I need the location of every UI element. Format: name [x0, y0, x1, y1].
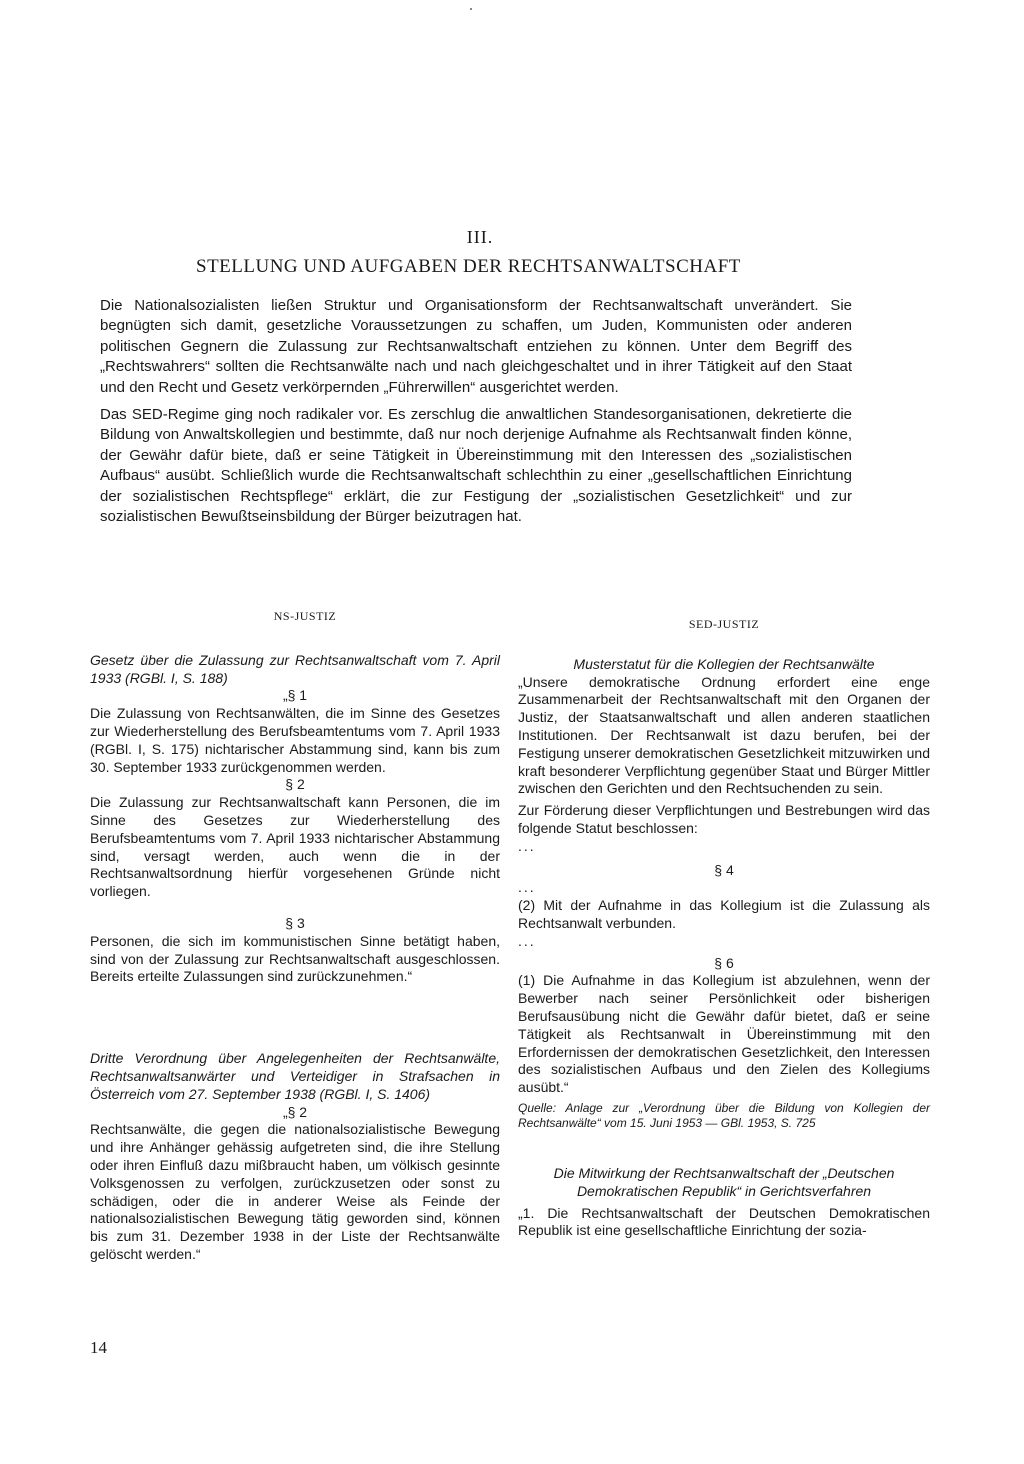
intro-text	[100, 296, 852, 527]
section-title: STELLUNG UND AUFGABEN DER RECHTSANWALTSCHAFT	[196, 256, 741, 277]
ellipsis: ...	[518, 837, 536, 854]
paragraph-number: § 3	[285, 914, 305, 931]
paragraph-text: Rechtsanwälte, die gegen die nationalsozialistische Bewegung und ihre Anhänger gehässig aufgetreten sind, die ihre Stellung oder ihren Einfluß dazu mißbraucht haben, um völkisch gesinnte Volksgenossen zu verfolgen, zurückzusetzen oder sonst zu schädigen, oder die in anderer Weise als Feinde der nationalsozialistischen Bewegung tätig geworden sind, können bis zum 31. Dezember 1938 in der Liste der Rechtsanwälte gelöscht werden.“	[90, 1121, 500, 1262]
column-heading: SED-JUSTIZ	[688, 617, 760, 631]
ellipsis: ...	[518, 932, 536, 949]
print-speck	[470, 8, 472, 10]
column-heading: NS-JUSTIZ	[273, 609, 337, 623]
intro-paragraph: Das SED-Regime ging noch radikaler vor. Es zerschlug die anwaltlichen Standesorganisationen, dekretierte die Bildung von Anwaltskollegien und bestimmte, daß nur noch derjenige Aufnahme als Rechtsanwalt finden könne, der Gewähr dafür biete, daß er seine Tätigkeit in Übereinstimmung mit den Interessen des „sozialistischen Aufbaus“ ausübt. Schließlich wurde die Rechtsanwaltschaft schlechthin zu einer „gesellschaftlichen Einrichtung der sozialistischen Rechtspflege“ erklärt, die zur Festigung der „sozialistischen Gesetzlichkeit“ und zur sozialistischen Bewußtseinsbildung der Bürger beizutragen hat.	[100, 406, 852, 526]
paragraph-text: (2) Mit der Aufnahme in das Kollegium ist die Zulassung als Rechtsanwalt verbunden.	[518, 897, 930, 931]
mitwirkung-text: „1. Die Rechtsanwaltschaft der Deutschen Demokratischen Republik ist eine gesellschaftliche Einrichtung der sozia-	[518, 1204, 930, 1239]
source-citation: Quelle: Anlage zur „Verordnung über die Bildung von Kollegien der Rechtsanwälte“ vom 15. Juni 1953 — GBl. 1953, S. 725	[518, 1100, 930, 1130]
paragraph-text: Personen, die sich im kommunistischen Sinne betätigt haben, sind von der Zulassung zur Rechtsanwaltschaft ausgeschlossen. Bereits erteilte Zulassungen sind zurückzunehmen.“	[90, 932, 500, 985]
paragraph-number: § 6	[714, 954, 734, 971]
paragraph-text: Die Zulassung von Rechtsanwälten, die im Sinne des Gesetzes zur Wiederherstellung des Berufsbeamtentums vom 7. April 1933 (RGBl. I, S. 175) nichtarischer Abstammung sind, kann bis zum 30. September 1933 zurückgenommen werden.	[90, 705, 500, 775]
mitwirkung-title: Die Mitwirkung der Rechtsanwaltschaft der „Deutschen Demokratischen Republik“ in Gerichtsverfahren	[553, 1164, 895, 1199]
law-title: Gesetz über die Zulassung zur Rechtsanwaltschaft vom 7. April 1933 (RGBl. I, S. 188)	[90, 651, 500, 686]
intro-paragraph: Die Nationalsozialisten ließen Struktur und Organisationsform der Rechtsanwaltschaft unverändert. Sie begnügten sich damit, gesetzliche Voraussetzungen zu schaffen, um Juden, Kommunisten oder anderen politischen Gegnern die Zulassung zur Rechtsanwaltschaft entziehen zu können. Unter dem Begriff des „Rechtswahrers“ sollten die Rechtsanwälte nach und nach gleichgeschaltet und in ihrer Tätigkeit auf den Staat und den Recht und Gesetz verkörpernden „Führerwillen“ ausgerichtet werden.	[100, 297, 852, 396]
statute-text: Zur Förderung dieser Verpflichtungen und Bestrebungen wird das folgende Statut beschlossen:	[518, 802, 930, 836]
paragraph-number: „§ 1	[282, 687, 308, 704]
paragraph-number: § 2	[285, 776, 305, 793]
law-title: Dritte Verordnung über Angelegenheiten der Rechtsanwälte, Rechtsanwaltsanwärter und Verteidiger in Strafsachen in Österreich vom 27. September 1938 (RGBl. I, S. 1406)	[90, 1050, 500, 1102]
paragraph-text: Die Zulassung zur Rechtsanwaltschaft kann Personen, die im Sinne des Gesetzes zur Wiederherstellung des Berufsbeamtentums vom 7. April 1933 nichtarischer Abstammung sind, versagt werden, auch wenn die in der Rechtsanwaltsordnung hierfür vorgesehenen Gründe nicht vorliegen.	[90, 794, 500, 900]
paragraph-number: § 4	[714, 861, 734, 878]
paragraph-text: (1) Die Aufnahme in das Kollegium ist abzulehnen, wenn der Bewerber nach seiner Persönlichkeit oder bisherigen Berufsausübung nicht die Gewähr dafür bietet, daß er seine Tätigkeit als Rechtsanwalt in Übereinstimmung mit den Erfordernissen der demokratischen Gesetzlichkeit, den Interessen des sozialistischen Aufbaus und den Zielen des Kollegiums ausübt.“	[518, 972, 930, 1096]
right-column	[518, 616, 930, 1240]
section-number: III.	[466, 227, 494, 247]
ellipsis: ...	[518, 879, 536, 896]
statute-text: „Unsere demokratische Ordnung erfordert eine enge Zusammenarbeit der Rechtsanwaltschaft mit den Organen der Justiz, der Staatsanwaltschaft und allen anderen staatlichen Institutionen. Der Rechtsanwalt ist dazu berufen, bei der Festigung unserer demokratischen Gesetzlichkeit mitzuwirken und kraft besonderer Verpflichtung gegenüber Staat und Bürger Mittler zwischen den Gerichten und den Rechtsuchenden zu sein.	[518, 673, 930, 797]
page-number: 14	[90, 1338, 107, 1357]
left-column	[90, 608, 500, 1264]
paragraph-number: „§ 2	[282, 1103, 308, 1120]
statute-title: Musterstatut für die Kollegien der Rechtsanwälte	[573, 655, 875, 672]
